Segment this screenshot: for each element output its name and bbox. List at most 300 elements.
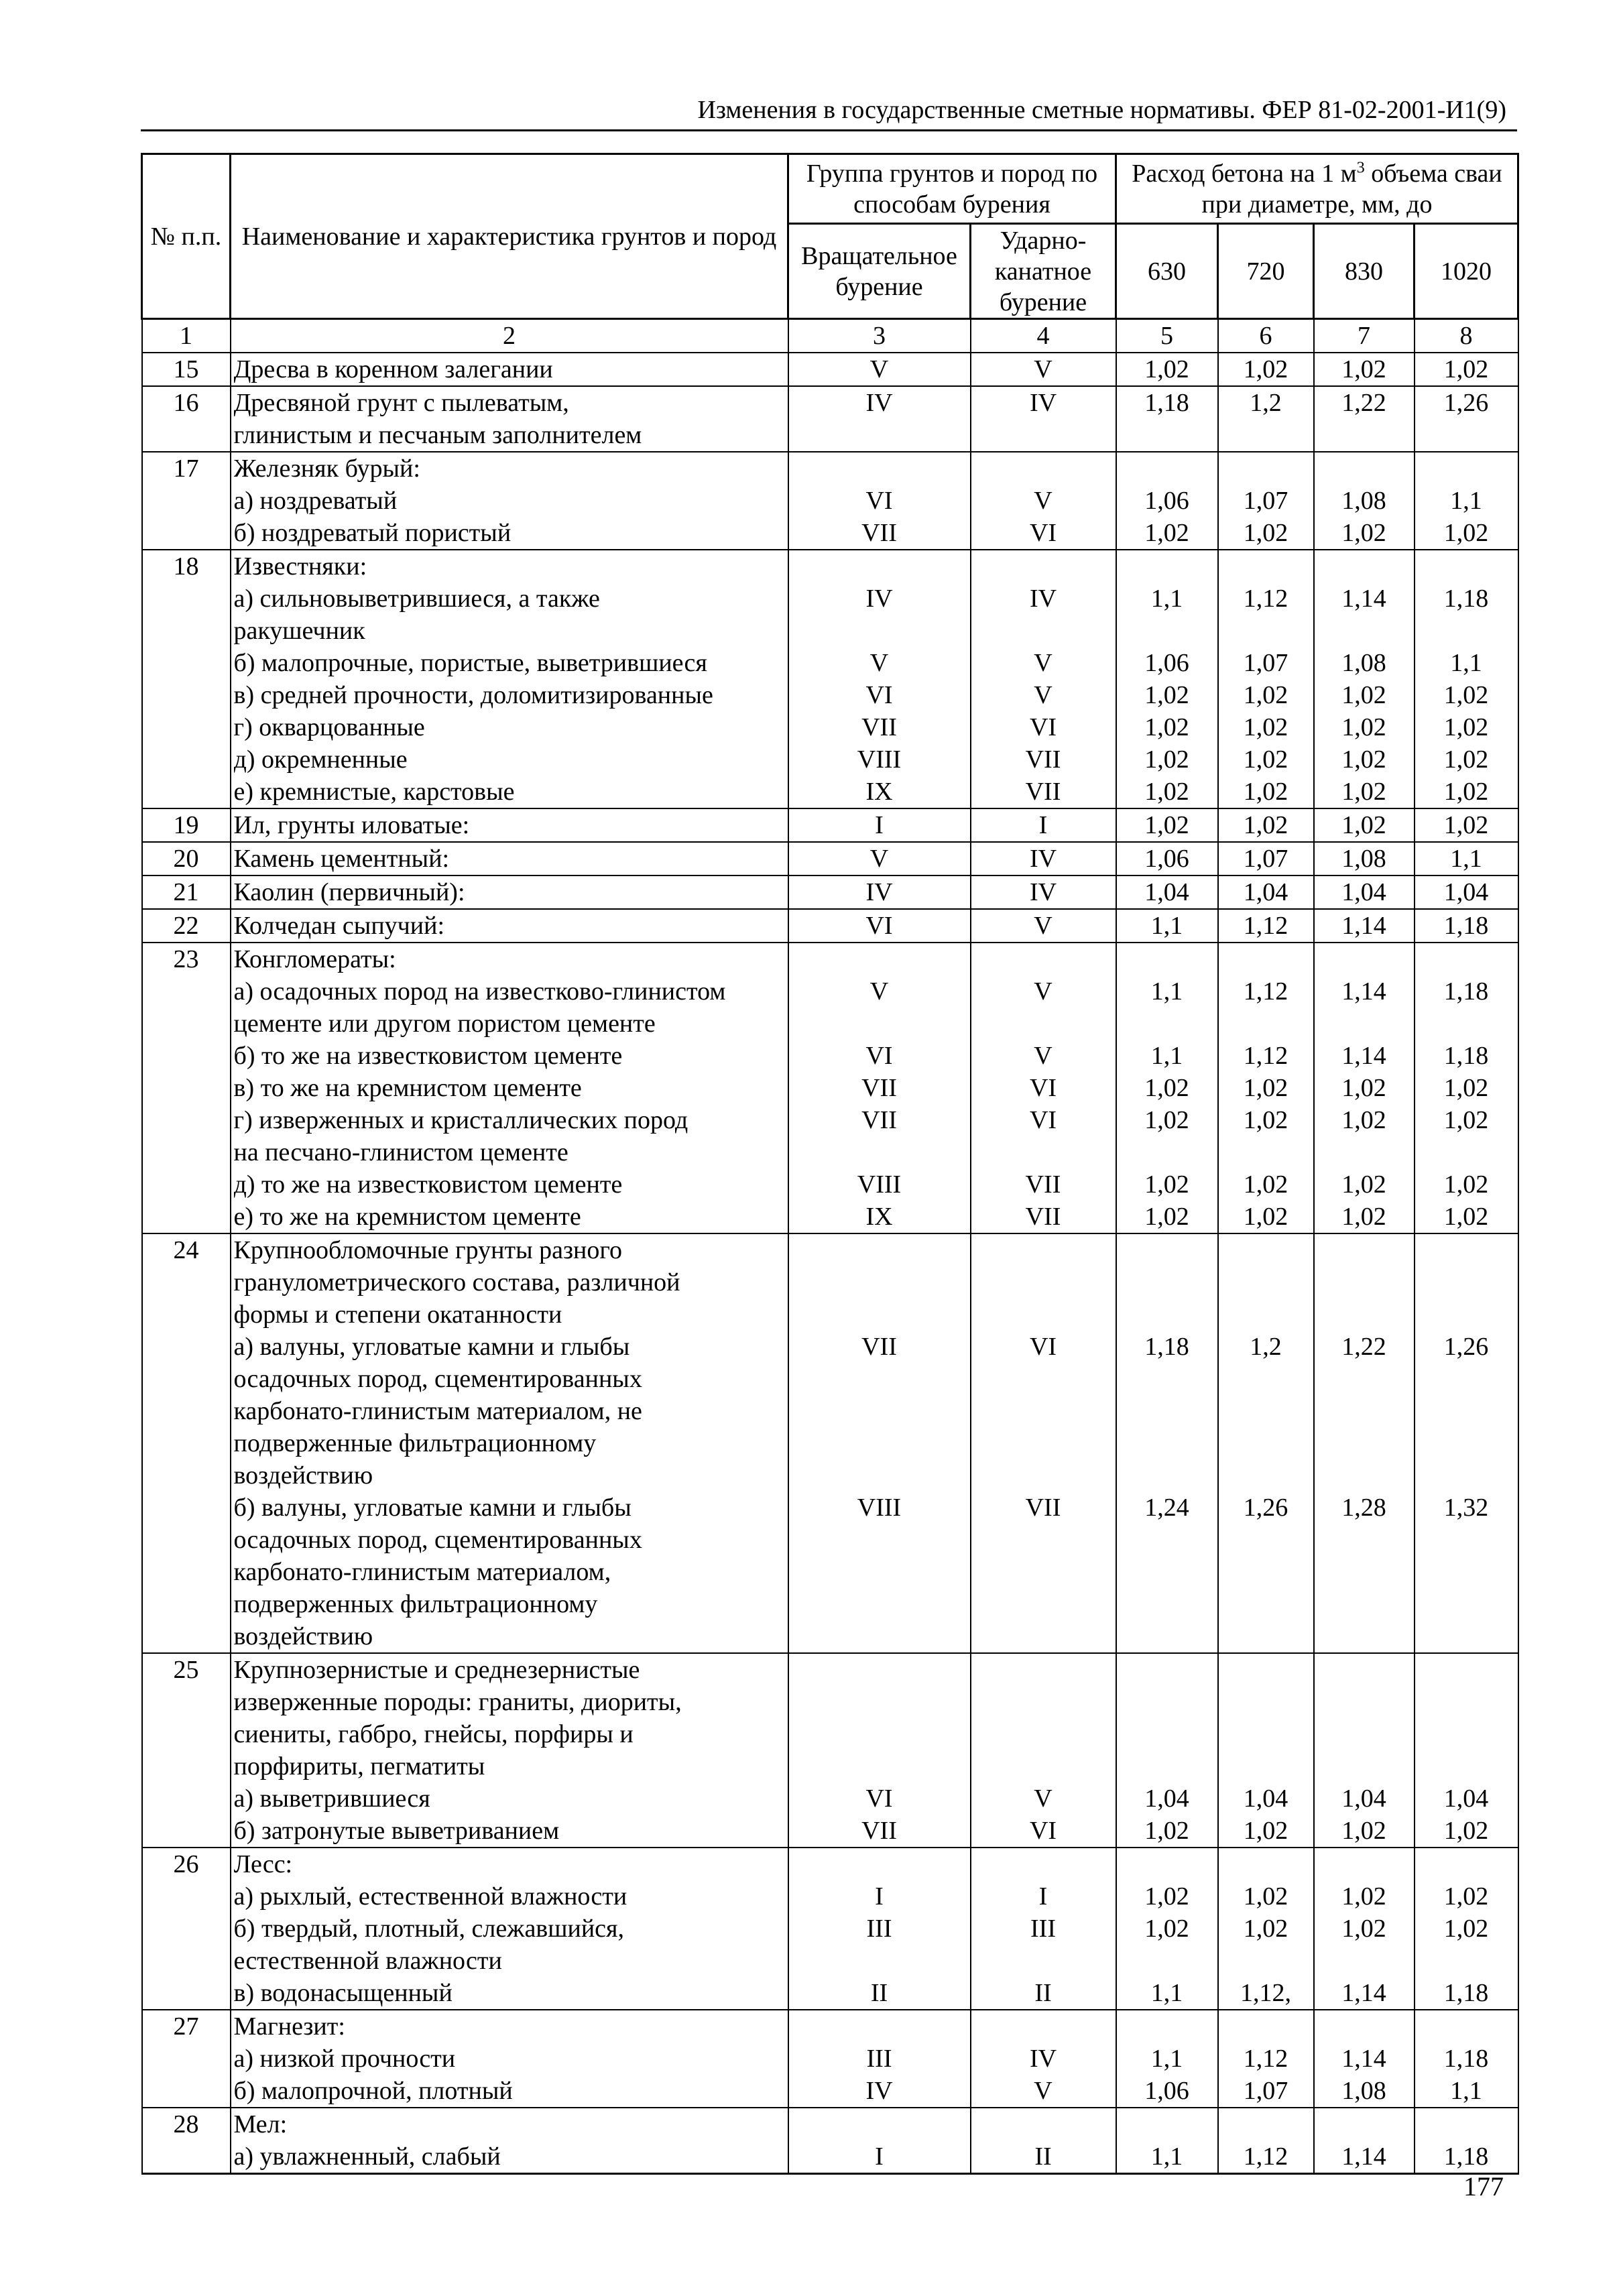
- col-header-d1020: 1020: [1415, 224, 1518, 319]
- rotary-group-value: [793, 2010, 966, 2043]
- consumption-value-line: [1121, 1266, 1213, 1298]
- row-number: [142, 943, 231, 1233]
- consumption-value-line: 1,02: [1341, 355, 1386, 383]
- table-row: [142, 1653, 1518, 1848]
- consumption-value-line: [1121, 1654, 1213, 1686]
- rotary-group: [788, 808, 971, 842]
- soil-name-line: гранулометрического состава, различной: [233, 1268, 680, 1296]
- percussion-group: [971, 1233, 1116, 1653]
- consumption-value-line: [1319, 1556, 1410, 1588]
- soil-name-line: а) увлажненный, слабый: [233, 2142, 501, 2171]
- rotary-group-value: [793, 419, 966, 451]
- percussion-group-value: V: [1034, 649, 1053, 677]
- consumption-value-line: 1,02: [1443, 1074, 1489, 1102]
- consumption-value-line: [1121, 1363, 1213, 1395]
- percussion-group-value: VII: [1025, 778, 1061, 806]
- consumption-value-line: 1,14: [1341, 2045, 1386, 2073]
- consumption-value: [1415, 875, 1518, 909]
- consumption-value-line: [1419, 550, 1514, 583]
- rotary-group: [788, 909, 971, 943]
- rotary-group-value: I: [875, 1882, 884, 1911]
- consumption-value-line: 1,1: [1150, 585, 1183, 613]
- table-row: [142, 550, 1518, 808]
- consumption-value-line: [1223, 615, 1309, 647]
- percussion-group-value: [975, 1427, 1111, 1459]
- consumption-value-line: [1319, 1427, 1410, 1459]
- consumption-value-line: 1,02: [1144, 355, 1189, 383]
- consumption-value: [1415, 550, 1518, 808]
- consumption-value: [1218, 1848, 1314, 2010]
- consumption-value-line: 1,04: [1443, 878, 1489, 906]
- percussion-group: [971, 808, 1116, 842]
- consumption-value-line: 1,04: [1341, 878, 1386, 906]
- soil-name-line: б) твердый, плотный, слежавшийся,: [233, 1915, 625, 1943]
- consumption-value: [1116, 2108, 1218, 2174]
- consumption-value-line: 1,08: [1341, 649, 1386, 677]
- soil-name-line: карбонато-глинистым материалом, не: [233, 1397, 642, 1425]
- consumption-value-line: 1,1: [1450, 2077, 1482, 2105]
- soil-name-line: б) то же на известковистом цементе: [233, 1042, 623, 1070]
- soil-name: [231, 909, 788, 943]
- consumption-value-line: [1319, 550, 1410, 583]
- percussion-group-value: IV: [1029, 2045, 1057, 2073]
- consumption-value-line: [1121, 1427, 1213, 1459]
- rotary-group-value: VII: [861, 519, 897, 547]
- rotary-group-value: VIII: [857, 745, 902, 774]
- consumption-value-line: 1,14: [1341, 1979, 1386, 2007]
- consumption-value-line: [1121, 1524, 1213, 1556]
- consumption-value-line: 1,26: [1243, 1494, 1288, 1522]
- table-row: [142, 909, 1518, 943]
- soil-name-line: а) выветрившиеся: [233, 1785, 430, 1813]
- consumption-value-line: 1,02: [1144, 1882, 1189, 1911]
- consumption-value-line: [1419, 1718, 1514, 1750]
- percussion-group-value: [975, 1363, 1111, 1395]
- consumption-value-line: 1,02: [1341, 1882, 1386, 1911]
- consumption-text-post: объема сваи при диаметре, мм, до: [1201, 159, 1502, 219]
- rotary-group: [788, 842, 971, 875]
- percussion-group-value: VI: [1029, 713, 1057, 741]
- consumption-sup: 3: [1356, 158, 1365, 176]
- table-row: [142, 2010, 1518, 2108]
- consumption-value: [1116, 1653, 1218, 1848]
- percussion-group-value: [975, 1945, 1111, 1977]
- row-number-text: 17: [173, 455, 199, 483]
- rotary-group-value: II: [870, 1979, 888, 2007]
- consumption-value-line: [1419, 1848, 1514, 1880]
- consumption-value-line: [1319, 1848, 1410, 1880]
- percussion-group: [971, 943, 1116, 1233]
- rotary-group-value: I: [875, 2142, 884, 2171]
- consumption-value-line: 1,2: [1250, 389, 1282, 417]
- rotary-group-value: [793, 1588, 966, 1620]
- consumption-value-line: 1,02: [1341, 681, 1386, 709]
- consumption-value-line: [1319, 2108, 1410, 2140]
- rotary-group-value: VII: [861, 1333, 897, 1361]
- consumption-value-line: 1,18: [1443, 1979, 1489, 2007]
- consumption-value-line: 1,02: [1243, 1915, 1288, 1943]
- consumption-value: [1218, 353, 1314, 386]
- rotary-group-value: [793, 550, 966, 583]
- percussion-group-value: V: [1034, 681, 1053, 709]
- consumption-value: [1218, 943, 1314, 1233]
- consumption-value-line: 1,02: [1443, 713, 1489, 741]
- consumption-value-line: 1,02: [1443, 1915, 1489, 1943]
- soil-name-line: Железняк бурый:: [233, 455, 420, 483]
- consumption-value-line: 1,18: [1443, 912, 1489, 940]
- consumption-value-line: [1319, 1363, 1410, 1395]
- soil-name-line: подверженных фильтрационному: [233, 1590, 598, 1618]
- soil-name-line: е) кремнистые, карстовые: [233, 778, 515, 806]
- row-number: [142, 2108, 231, 2174]
- percussion-group-value: [975, 1136, 1111, 1168]
- soil-name-line: б) ноздреватый пористый: [233, 519, 512, 547]
- soil-name-line: а) валуны, угловатые камни и глыбы: [233, 1333, 630, 1361]
- rotary-group-value: VIII: [857, 1494, 902, 1522]
- soil-name-line: е) то же на кремнистом цементе: [233, 1203, 581, 1231]
- consumption-value-line: 1,02: [1144, 778, 1189, 806]
- column-index: 4: [971, 319, 1116, 353]
- percussion-group: [971, 909, 1116, 943]
- rotary-group-value: [793, 1459, 966, 1492]
- rotary-group: [788, 452, 971, 550]
- rotary-group: [788, 943, 971, 1233]
- percussion-group-value: V: [1034, 1042, 1053, 1070]
- rotary-group-value: [793, 1718, 966, 1750]
- soil-name-line: г) изверженных и кристаллических пород: [233, 1106, 688, 1134]
- soil-name-line: порфириты, пегматиты: [233, 1752, 485, 1780]
- rotary-group-value: I: [875, 811, 884, 839]
- column-index: 5: [1116, 319, 1218, 353]
- consumption-value: [1116, 842, 1218, 875]
- column-index: 3: [788, 319, 971, 353]
- consumption-value-line: [1319, 1588, 1410, 1620]
- soil-name-line: Дресва в коренном залегании: [233, 355, 553, 383]
- consumption-value-line: 1,07: [1243, 845, 1288, 873]
- consumption-value-line: [1419, 1395, 1514, 1427]
- consumption-value-line: 1,12: [1243, 977, 1288, 1006]
- consumption-value-line: [1121, 1945, 1213, 1977]
- consumption-value-line: 1,32: [1443, 1494, 1489, 1522]
- consumption-value-line: 1,14: [1341, 585, 1386, 613]
- consumption-value-line: 1,1: [1450, 649, 1482, 677]
- rotary-group-value: [793, 1266, 966, 1298]
- row-number: [142, 1848, 231, 2010]
- soil-name-line: Камень цементный:: [233, 845, 450, 873]
- consumption-value-line: [1121, 419, 1213, 451]
- row-number: [142, 842, 231, 875]
- percussion-group-value: [975, 1686, 1111, 1718]
- rotary-group-value: V: [869, 649, 889, 677]
- consumption-value-line: 1,02: [1341, 1170, 1386, 1199]
- soil-name-line: а) рыхлый, естественной влажности: [233, 1882, 627, 1911]
- percussion-group-value: VII: [1025, 745, 1061, 774]
- soil-name-line: а) сильновыветрившиеся, а также: [233, 585, 600, 613]
- consumption-value-line: 1,02: [1341, 1074, 1386, 1102]
- consumption-value-line: [1419, 452, 1514, 485]
- consumption-value: [1415, 1233, 1518, 1653]
- percussion-group-value: [975, 1234, 1111, 1266]
- consumption-value-line: 1,02: [1243, 355, 1288, 383]
- consumption-value-line: [1121, 1136, 1213, 1168]
- consumption-value: [1415, 386, 1518, 452]
- consumption-value-line: 1,06: [1144, 487, 1189, 515]
- row-number-text: 22: [173, 912, 199, 940]
- table-body: [142, 319, 1518, 2174]
- rotary-group-value: [793, 615, 966, 647]
- row-number: [142, 875, 231, 909]
- soil-name-line: изверженные породы: граниты, диориты,: [233, 1688, 682, 1716]
- soil-name-line: воздействию: [233, 1461, 373, 1490]
- consumption-value-line: 1,02: [1443, 811, 1489, 839]
- percussion-group-value: [975, 550, 1111, 583]
- consumption-value-line: 1,02: [1243, 778, 1288, 806]
- consumption-value-line: 1,02: [1443, 1882, 1489, 1911]
- consumption-value-line: [1121, 1750, 1213, 1783]
- rotary-group-value: [793, 2108, 966, 2140]
- consumption-value-line: 1,02: [1341, 713, 1386, 741]
- row-number-text: 24: [173, 1236, 199, 1264]
- consumption-value-line: [1223, 1848, 1309, 1880]
- consumption-value-line: [1319, 1686, 1410, 1718]
- col-header-name: Наименование и характеристика грунтов и пород: [231, 154, 788, 319]
- soil-name-line: б) малопрочной, плотный: [233, 2077, 513, 2105]
- soil-name-line: Дресвяной грунт с пылеватым,: [233, 389, 569, 417]
- percussion-group: [971, 452, 1116, 550]
- consumption-value: [1415, 2010, 1518, 2108]
- consumption-value-line: 1,1: [1150, 2142, 1183, 2171]
- consumption-value-line: 1,1: [1450, 487, 1482, 515]
- col-header-percussion: Ударно-канатное бурение: [971, 224, 1116, 319]
- consumption-value-line: [1121, 2010, 1213, 2043]
- soil-name-line: д) то же на известковистом цементе: [233, 1170, 623, 1199]
- consumption-value-line: 1,02: [1341, 811, 1386, 839]
- row-number: [142, 386, 231, 452]
- consumption-value-line: [1223, 1266, 1309, 1298]
- column-index: 1: [142, 319, 231, 353]
- percussion-group: [971, 353, 1116, 386]
- consumption-value-line: 1,28: [1341, 1494, 1386, 1522]
- consumption-value: [1116, 1233, 1218, 1653]
- consumption-value-line: [1121, 1395, 1213, 1427]
- percussion-group-value: VI: [1029, 519, 1057, 547]
- consumption-value-line: 1,06: [1144, 649, 1189, 677]
- consumption-value-line: [1121, 615, 1213, 647]
- percussion-group-value: V: [1034, 355, 1053, 383]
- consumption-value-line: [1419, 1620, 1514, 1652]
- table-row: [142, 353, 1518, 386]
- consumption-value-line: 1,02: [1341, 519, 1386, 547]
- col-header-num: № п.п.: [142, 154, 231, 319]
- consumption-value-line: 1,18: [1443, 585, 1489, 613]
- consumption-value-line: 1,02: [1144, 811, 1189, 839]
- soil-name-line: Каолин (первичный):: [233, 878, 465, 906]
- percussion-group-value: [975, 1620, 1111, 1652]
- percussion-group-value: [975, 1588, 1111, 1620]
- consumption-value-line: [1419, 1298, 1514, 1331]
- column-index: 2: [231, 319, 788, 353]
- rotary-group-value: V: [869, 845, 889, 873]
- col-header-group: Группа грунтов и пород по способам бурения: [788, 154, 1116, 224]
- consumption-value-line: [1319, 1136, 1410, 1168]
- consumption-value: [1218, 909, 1314, 943]
- consumption-value-line: [1319, 1654, 1410, 1686]
- consumption-value-line: [1223, 1427, 1309, 1459]
- consumption-value: [1116, 452, 1218, 550]
- percussion-group-value: [975, 1750, 1111, 1783]
- rotary-group-value: VII: [861, 713, 897, 741]
- consumption-value: [1415, 353, 1518, 386]
- consumption-value-line: 1,26: [1443, 1333, 1489, 1361]
- consumption-value-line: [1223, 2108, 1309, 2140]
- consumption-value: [1314, 1848, 1415, 2010]
- row-number: [142, 353, 231, 386]
- soil-name-line: естественной влажности: [233, 1947, 502, 1975]
- rotary-group: [788, 2108, 971, 2174]
- soil-name-line: б) затронутые выветриванием: [233, 1817, 560, 1845]
- percussion-group-value: III: [1030, 1915, 1056, 1943]
- percussion-group-value: [975, 1718, 1111, 1750]
- consumption-value-line: 1,08: [1341, 487, 1386, 515]
- consumption-value-line: 1,04: [1144, 1785, 1189, 1813]
- row-number-text: 28: [173, 2110, 199, 2138]
- consumption-value-line: [1419, 1266, 1514, 1298]
- consumption-value-line: [1223, 419, 1309, 451]
- row-number: [142, 2010, 231, 2108]
- percussion-group: [971, 550, 1116, 808]
- consumption-value: [1116, 550, 1218, 808]
- consumption-value-line: 1,02: [1144, 745, 1189, 774]
- consumption-value-line: 1,24: [1144, 1494, 1189, 1522]
- consumption-value-line: [1419, 1750, 1514, 1783]
- soil-name-line: Крупнообломочные грунты разного: [233, 1236, 622, 1264]
- consumption-value-line: [1319, 1524, 1410, 1556]
- consumption-value-line: [1319, 1750, 1410, 1783]
- consumption-value-line: 1,14: [1341, 977, 1386, 1006]
- table-row: [142, 842, 1518, 875]
- consumption-value-line: [1121, 452, 1213, 485]
- consumption-value: [1218, 386, 1314, 452]
- rotary-group-value: [793, 1363, 966, 1395]
- soil-name: [231, 550, 788, 808]
- soil-name-line: б) валуны, угловатые камни и глыбы: [233, 1494, 632, 1522]
- consumption-value-line: 1,02: [1341, 1915, 1386, 1943]
- consumption-value-line: [1223, 550, 1309, 583]
- soil-name-line: в) то же на кремнистом цементе: [233, 1074, 582, 1102]
- consumption-value-line: [1419, 615, 1514, 647]
- soil-name-line: сиениты, габбро, гнейсы, порфиры и: [233, 1720, 634, 1748]
- consumption-value-line: 1,22: [1341, 1333, 1386, 1361]
- rotary-group-value: VI: [865, 681, 893, 709]
- consumption-value-line: [1419, 1654, 1514, 1686]
- consumption-value-line: [1319, 452, 1410, 485]
- consumption-value: [1415, 1653, 1518, 1848]
- consumption-value-line: 1,02: [1341, 1203, 1386, 1231]
- consumption-value-line: 1,02: [1144, 1074, 1189, 1102]
- rotary-group-value: [793, 1524, 966, 1556]
- rotary-group-value: VI: [865, 487, 893, 515]
- consumption-value-line: 1,18: [1144, 389, 1189, 417]
- row-number-text: 20: [173, 845, 199, 873]
- consumption-value: [1314, 1233, 1415, 1653]
- consumption-value-line: [1121, 1298, 1213, 1331]
- row-number: [142, 550, 231, 808]
- consumption-value-line: [1223, 1395, 1309, 1427]
- percussion-group-value: VI: [1029, 1106, 1057, 1134]
- table-row: [142, 943, 1518, 1233]
- row-number-text: 21: [173, 878, 199, 906]
- consumption-value-line: [1319, 1395, 1410, 1427]
- consumption-value-line: 1,02: [1243, 1882, 1288, 1911]
- soil-name: [231, 2010, 788, 2108]
- soil-name-line: б) малопрочные, пористые, выветрившиеся: [233, 649, 707, 677]
- consumption-value-line: [1319, 1718, 1410, 1750]
- row-number-text: 16: [173, 389, 199, 417]
- consumption-value-line: 1,02: [1443, 1203, 1489, 1231]
- consumption-value-line: 1,04: [1144, 878, 1189, 906]
- percussion-group-value: [975, 615, 1111, 647]
- consumption-value-line: 1,04: [1443, 1785, 1489, 1813]
- rotary-group-value: [793, 1686, 966, 1718]
- consumption-value-line: [1319, 1459, 1410, 1492]
- row-number-text: 27: [173, 2012, 199, 2041]
- consumption-value: [1415, 1848, 1518, 2010]
- consumption-value: [1218, 452, 1314, 550]
- rotary-group-value: IV: [865, 2077, 893, 2105]
- table-row: [142, 1848, 1518, 2010]
- consumption-value-line: [1319, 419, 1410, 451]
- consumption-value-line: 1,1: [1150, 977, 1183, 1006]
- percussion-group-value: V: [1034, 977, 1053, 1006]
- rotary-group-value: VIII: [857, 1170, 902, 1199]
- consumption-value: [1415, 842, 1518, 875]
- consumption-value-line: 1,02: [1144, 1203, 1189, 1231]
- consumption-value: [1314, 943, 1415, 1233]
- consumption-value: [1218, 842, 1314, 875]
- consumption-value: [1314, 353, 1415, 386]
- consumption-value-line: [1223, 943, 1309, 975]
- soil-name-line: в) средней прочности, доломитизированные: [233, 681, 713, 709]
- consumption-value-line: 1,02: [1243, 713, 1288, 741]
- consumption-value-line: [1419, 2010, 1514, 2043]
- soil-name: [231, 943, 788, 1233]
- consumption-value: [1218, 1233, 1314, 1653]
- consumption-value-line: [1223, 452, 1309, 485]
- percussion-group-value: VI: [1029, 1333, 1057, 1361]
- soil-name-line: формы и степени окатанности: [233, 1301, 562, 1329]
- rotary-group-value: [793, 1427, 966, 1459]
- soil-name-line: а) низкой прочности: [233, 2045, 456, 2073]
- consumption-value-line: 1,02: [1243, 745, 1288, 774]
- row-number: [142, 909, 231, 943]
- consumption-value-line: 1,14: [1341, 2142, 1386, 2171]
- soil-name-line: осадочных пород, сцементированных: [233, 1526, 642, 1554]
- consumption-value-line: 1,14: [1341, 912, 1386, 940]
- consumption-value-line: 1,02: [1144, 1817, 1189, 1845]
- soil-name-line: Конгломераты:: [233, 945, 396, 973]
- percussion-group-value: [975, 1266, 1111, 1298]
- percussion-group-value: [975, 2010, 1111, 2043]
- row-number-text: 19: [173, 811, 199, 839]
- column-index: 7: [1314, 319, 1415, 353]
- consumption-value-line: [1419, 1459, 1514, 1492]
- consumption-value-line: 1,04: [1243, 878, 1288, 906]
- consumption-value-line: 1,02: [1341, 1817, 1386, 1845]
- rotary-group-value: V: [869, 977, 889, 1006]
- consumption-value: [1314, 909, 1415, 943]
- consumption-value-line: 1,12: [1243, 2045, 1288, 2073]
- rotary-group-value: VI: [865, 1042, 893, 1070]
